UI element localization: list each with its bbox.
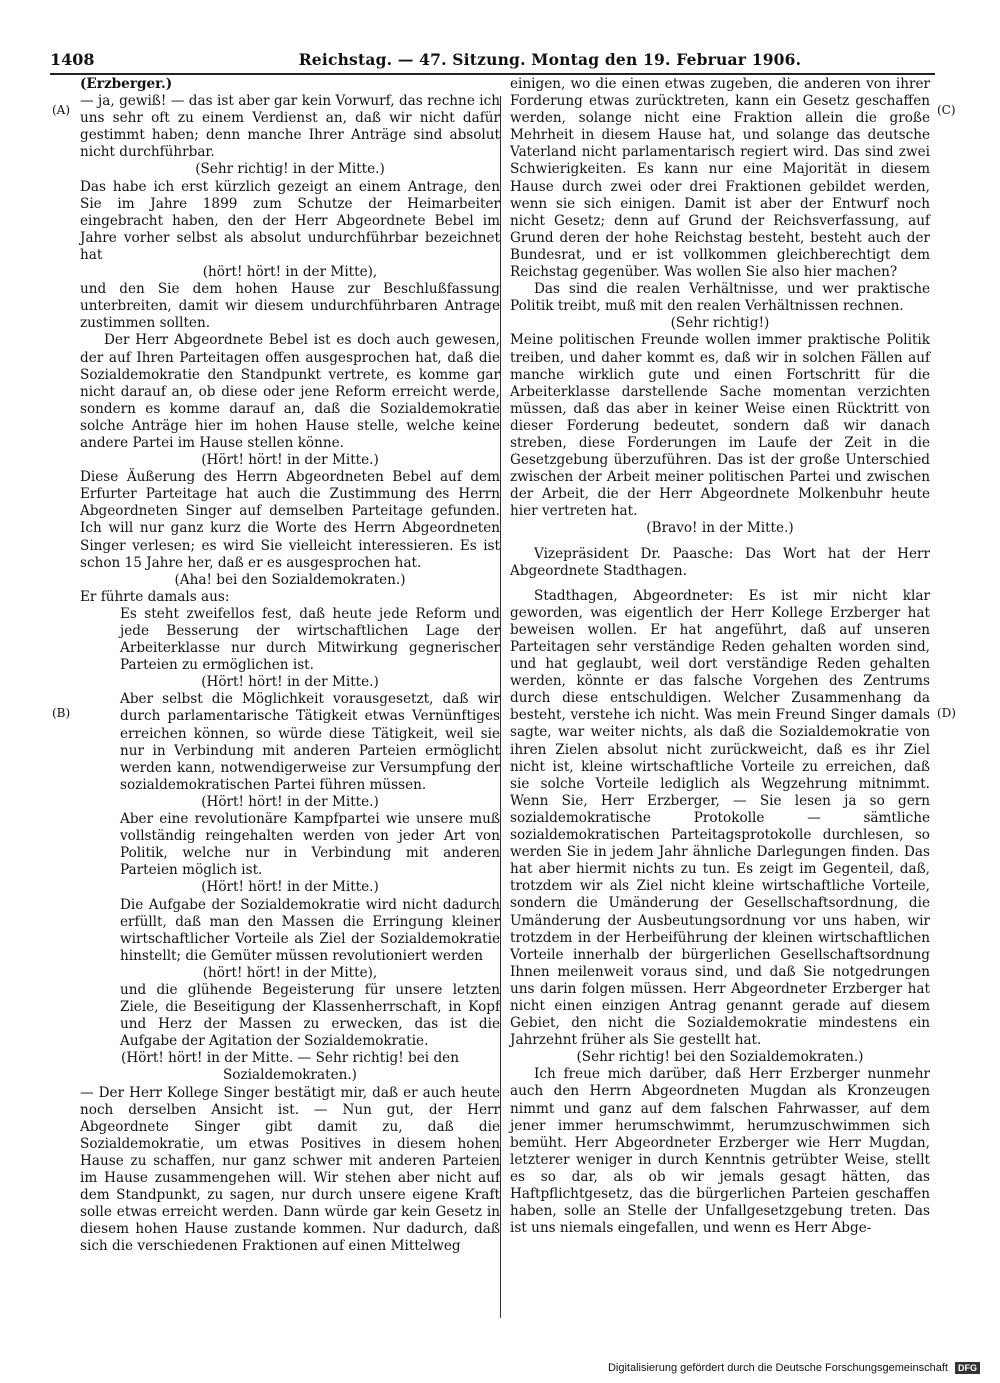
page-number: 1408 — [50, 50, 95, 69]
left-paragraph-8: (Aha! bei den Sozialdemokraten.) — [174, 571, 406, 588]
left-paragraph-2: Das habe ich erst kürzlich gezeigt an einem Antrage, den Sie im Jahre 1899 zum Schutze der Heimarbeiter eingebracht haben, den der Herr Abgeordnete Bebel im Jahre vorher selbst als absolut undurchführbar bezeichnet hat — [80, 178, 500, 263]
left-paragraph-14: Aber eine revolutionäre Kampfpartei wie unsere muß vollständig reingehalten werden von jeder Art von Politik, welche nur in Verbindung mit anderen Parteien möglich ist. — [120, 811, 500, 879]
left-paragraph-12: Aber selbst die Möglichkeit vorausgesetzt, daß wir durch parlamentarische Tätigkeit etwas Vernünftiges erreichen können, so würde diese Tätigkeit, weil sie nur in Verbindung mit anderen Parteien ermöglicht werden kann, notwendigerweise zur Versumpfung der sozialdemokratischen Partei führen müssen. — [120, 691, 500, 793]
left-paragraph-10: Es steht zweifellos fest, daß heute jede Reform und jede Besserung der wirtschaftlichen Lage der Arbeiterklasse nur durch Mitwirkung gegnerischer Parteien zu ermöglichen ist. — [120, 605, 500, 674]
left-paragraph-6: (Hört! hört! in der Mitte.) — [201, 452, 379, 469]
right-paragraph-8: Stadthagen, Abgeordneter: Es ist mir nicht klar geworden, was eigentlich der Herr Kollege Erzberger hat beweisen wollen. Er hat angeführt, daß auf unseren Parteitagen sehr verständige Reden gehalten worden sind, und hat geglaubt, weil dort verständige Reden gehalten werden, könnte er das falsche Vorgehen des Zentrums durch diese entschuldigen. Welcher Zusammenhang da besteht, verstehe ich nicht. Was mein Freund Singer damals sagte, war weiter nichts, als daß die Sozialdemokratie von ihren Zielen absolut nicht zurückweicht, daß es ihr Ziel nicht ist, kleine wirtschaftliche Vorteile zu erreichen, daß sie solche Vorteile lediglich als Wegzehrung mitnimmt. Wenn Sie, Herr Erzberger, — Sie lesen ja so gern sozialdemokratische Protokolle — sämtliche sozialdemokratischen Parteitagsprotokolle durchlesen, so werden Sie in jedem Jahr ähnliche Darlegungen finden. Das hat aber hiermit nichts zu tun. Es zeigt im Gegenteil, daß, trotzdem wir als Ziel nicht kleine wirtschaftliche Vorteile, sondern die Umänderung der Gesellschaftsordnung, die Umänderung der Ausbeutungsordnung vor uns haben, wir trotzdem in der Herbeiführung der kleinen wirtschaftlichen Vorteile innerhalb der bürgerlichen Gesellschaftsordnung Ihnen meilenweit voraus sind, und daß Sie notgedrungen uns darin folgen müssen. Herr Abgeordneter Erzberger hat nicht einen einzigen Antrag genannt gerade auf diesem Gebiet, den nicht die Sozialdemokratie mindestens ein Jahrzehnt früher als Sie gestellt hat. — [510, 587, 930, 1049]
right-paragraph-3: Meine politischen Freunde wollen immer praktische Politik treiben, und daher kommt es, daß wir in solchen Fällen auf manche wirklich gute und einen Fortschritt für die Arbeiterklasse darstellende Sache momentan verzichten müssen, daß das aber in keiner Weise einen Rücktritt von dieser Forderung bedeutet, sondern daß wir danach streben, diese Forderungen im Laufe der Zeit in die Gesetzgebung überzuführen. Das ist der große Unterschied zwischen der Arbeit meiner politischen Partei und zwischen der Arbeit, die der Herr Abgeordnete Molkenbuhr heute hier vertreten hat. — [510, 332, 930, 520]
left-paragraph-19: (Hört! hört! in der Mitte. — Sehr richtig! bei den Sozialdemokraten.) — [121, 1050, 459, 1084]
left-paragraph-1: (Sehr richtig! in der Mitte.) — [195, 161, 385, 178]
right-paragraph-2: (Sehr richtig!) — [670, 315, 770, 332]
left-paragraph-11: (Hört! hört! in der Mitte.) — [201, 674, 379, 691]
right-paragraph-7 — [510, 580, 930, 588]
left-paragraph-15: (Hört! hört! in der Mitte.) — [201, 879, 379, 896]
right-paragraph-0: einigen, wo die einen etwas zugeben, die anderen von ihrer Forderung etwas zurücktreten, kann ein Gesetz geschaffen werden, solange nicht eine Fraktion allein die große Mehrheit in diesem Hause hat, und solange das deutsche Vaterland nicht parlamentarisch regiert wird. Das sind zwei Schwierigkeiten. Es kann nur eine Majorität in diesem Hause durch zwei oder drei Fraktionen gebildet werden, wenn sie sich einigen. Damit ist aber der Entwurf noch nicht Gesetz; denn auf Grund der Reichsverfassung, auf Grund deren der hohe Reichstag besteht, besteht auch der Bundesrat, und er ist vollkommen gleichberechtigt dem Reichstag gegenüber. Was wollen Sie also hier machen? — [510, 76, 930, 281]
dfg-logo: DFG — [955, 1362, 980, 1374]
left-paragraph-3: (hört! hört! in der Mitte), — [202, 264, 378, 281]
left-paragraph-17: (hört! hört! in der Mitte), — [202, 964, 378, 981]
footer-text: Digitalisierung gefördert durch die Deutsche Forschungsgemeinschaft — [607, 1362, 948, 1374]
speaker-tag: (Erzberger.) — [80, 76, 173, 92]
page-header — [50, 50, 935, 72]
margin-mark-d: (D) — [937, 706, 956, 720]
right-paragraph-9: (Sehr richtig! bei den Sozialdemokraten.) — [576, 1049, 864, 1066]
margin-mark-c: (C) — [937, 103, 956, 117]
right-paragraph-6: Vizepräsident Dr. Paasche: Das Wort hat der Herr Abgeordnete Stadthagen. — [510, 545, 930, 579]
header-rule — [50, 73, 935, 75]
right-paragraph-10: Ich freue mich darüber, daß Herr Erzberger nunmehr auch den Herrn Abgeordneten Mugdan als Kronzeugen nimmt und ganz auf dem falschen Fahrwasser, auf dem jener immer herumschwimmt, herumzuschwimmen sich bemüht. Herr Abgeordneter Erzberger wie Herr Mugdan, letzterer weniger in durch Kenntnis getrübter Weise, stellt es so dar, als ob wir jemals gesagt hätten, das Haftpflichtgesetz, das die bürgerlichen Parteien geschaffen haben, solle an Stelle der Unfallgesetzgebung treten. Das ist uns niemals eingefallen, und wenn es Herr Abge- — [510, 1066, 930, 1237]
right-column — [510, 76, 930, 1237]
left-paragraph-16: Die Aufgabe der Sozialdemokratie wird nicht dadurch erfüllt, daß man den Massen die Erringung kleiner wirtschaftlicher Vorteile als Ziel der Sozialdemokratie hinstellt; die Gemüter müssen revolutioniert werden — [120, 896, 500, 964]
column-divider — [500, 96, 501, 1318]
margin-mark-a: (A) — [52, 103, 71, 117]
left-paragraph-5: Der Herr Abgeordnete Bebel ist es doch auch gewesen, der auf Ihren Parteitagen offen ausgesprochen hat, daß die Sozialdemokratie den Standpunkt vertrete, es komme gar nicht darauf an, ob diese oder jene Reform erreicht werde, sondern es komme darauf an, daß die Sozialdemokratie solche Anträge hier im hohen Hause stelle, welche keine andere Partei im Hause stellen könne. — [80, 332, 500, 451]
right-paragraph-5 — [510, 538, 930, 546]
left-paragraph-20: — Der Herr Kollege Singer bestätigt mir, daß er auch heute noch derselben Ansicht ist. — Nun gut, der Herr Abgeordnete Singer gibt damit zu, daß die Sozialdemokratie, um etwas Positives in diesem hohen Hause zu schaffen, nur ganz schwer mit anderen Parteien im Hause zusammengehen will. Wir stehen aber nicht auf dem Standpunkt, zu sagen, nur durch unsere eigene Kraft solle etwas erreicht werden. Dann würde gar kein Gesetz in diesem hohen Hause zustande kommen. Nur dadurch, daß sich die verschiedenen Fraktionen auf einen Mittelweg — [80, 1084, 500, 1255]
right-paragraph-1: Das sind die realen Verhältnisse, und wer praktische Politik treibt, muß mit den realen Verhältnissen rechnen. — [510, 281, 930, 315]
left-column — [80, 76, 500, 1255]
left-paragraph-13: (Hört! hört! in der Mitte.) — [201, 793, 379, 810]
left-paragraph-7: Diese Äußerung des Herrn Abgeordneten Bebel auf dem Erfurter Parteitage hat auch die Zustimmung des Herrn Abgeordneten Singer auf demselben Parteitage gefunden. Ich will nur ganz kurz die Worte des Herrn Abgeordneten Singer verlesen; es wird Sie vielleicht interessieren. Es ist schon 15 Jahre her, daß er es ausgesprochen hat. — [80, 469, 500, 571]
left-paragraph-9: Er führte damals aus: — [80, 588, 230, 605]
left-paragraph-18: und die glühende Begeisterung für unsere letzten Ziele, die Beseitigung der Klassenherrschaft, in Kopf und Herz der Massen zu erwecken, das ist die Aufgabe der Agitation der Sozialdemokratie. — [120, 981, 500, 1050]
left-paragraph-0: — ja, gewiß! — das ist aber gar kein Vorwurf, das rechne ich uns sehr oft zu einem Verdienst an, daß wir nicht dafür gestimmt haben; denn manche Ihrer Anträge sind absolut nicht durchführbar. — [80, 93, 500, 161]
footer — [560, 1362, 980, 1374]
running-title: Reichstag. — 47. Sitzung. Montag den 19. Februar 1906. — [298, 50, 802, 69]
right-paragraph-4: (Bravo! in der Mitte.) — [646, 520, 794, 537]
margin-mark-b: (B) — [52, 706, 71, 720]
left-paragraph-4: und den Sie dem hohen Hause zur Beschlußfassung unterbreiten, damit wir diesem undurchführbaren Antrage zustimmen sollten. — [80, 281, 500, 332]
